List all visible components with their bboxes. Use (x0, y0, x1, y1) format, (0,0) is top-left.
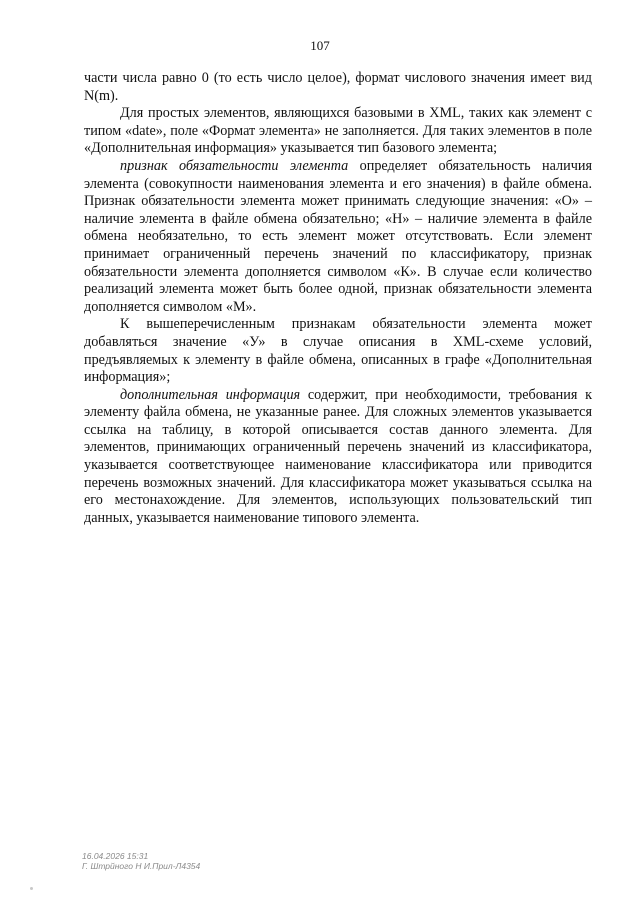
paragraph-1: части числа равно 0 (то есть число целое), формат числового значения имеет вид N(m). (84, 70, 592, 104)
term-additional-info: дополнительная информация (120, 386, 301, 403)
paragraph-3 (84, 158, 592, 316)
paragraph-4: К вышеперечисленным признакам обязательности элемента может добавляться значение «У» в случае описания в XML-схеме условий, предъявляемых к элементу в файле обмена, описанных в графе «Дополнительная информация»; (84, 316, 592, 386)
paragraph-5 (84, 387, 592, 528)
stamp-reference: Г. Штрйного Н И.Прил-Л4354 (82, 861, 201, 871)
scan-dot (30, 887, 33, 890)
term-mandatory-flag: признак обязательности элемента (120, 157, 349, 174)
stamp-datetime: 16.04.2026 15:31 (82, 851, 149, 861)
print-stamp (82, 851, 200, 871)
paragraph-2: Для простых элементов, являющихся базовыми в XML, таких как элемент с типом «date», поле «Формат элемента» не заполняется. Для таких элементов в поле «Дополнительная информация» указывается тип базового элемента; (84, 105, 592, 157)
paragraph-3-text: определяет обязательность наличия элемента (совокупности наименования элемента и его значения) в файле обмена. Признак обязательности элемента может принимать следующие значения: «О» – наличие элемента в файле обмена обязательно; «Н» – наличие элемента в файле обмена необязательно, то есть элемент может отсутствовать. Если элемент принимает ограниченный перечень значений по классификатору, признак обязательности элемента дополняется символом «К». В случае если количество реализаций элемента может быть более одной, признак обязательности элемента дополняется символом «М». (84, 157, 592, 315)
paragraph-5-text: содержит, при необходимости, требования к элементу файла обмена, не указанные ранее. Для сложных элементов указывается ссылка на таблицу, в которой описывается состав данного элемента. Для элементов, принимающих ограниченный перечень значений из классификатора, указывается соответствующее наименование классификатора или приводится перечень возможных значений. Для классификатора может указываться ссылка на его местонахождение. Для элементов, использующих пользовательский тип данных, указывается наименование типового элемента. (84, 386, 592, 526)
page-number: 107 (310, 38, 330, 53)
document-body (84, 70, 592, 527)
